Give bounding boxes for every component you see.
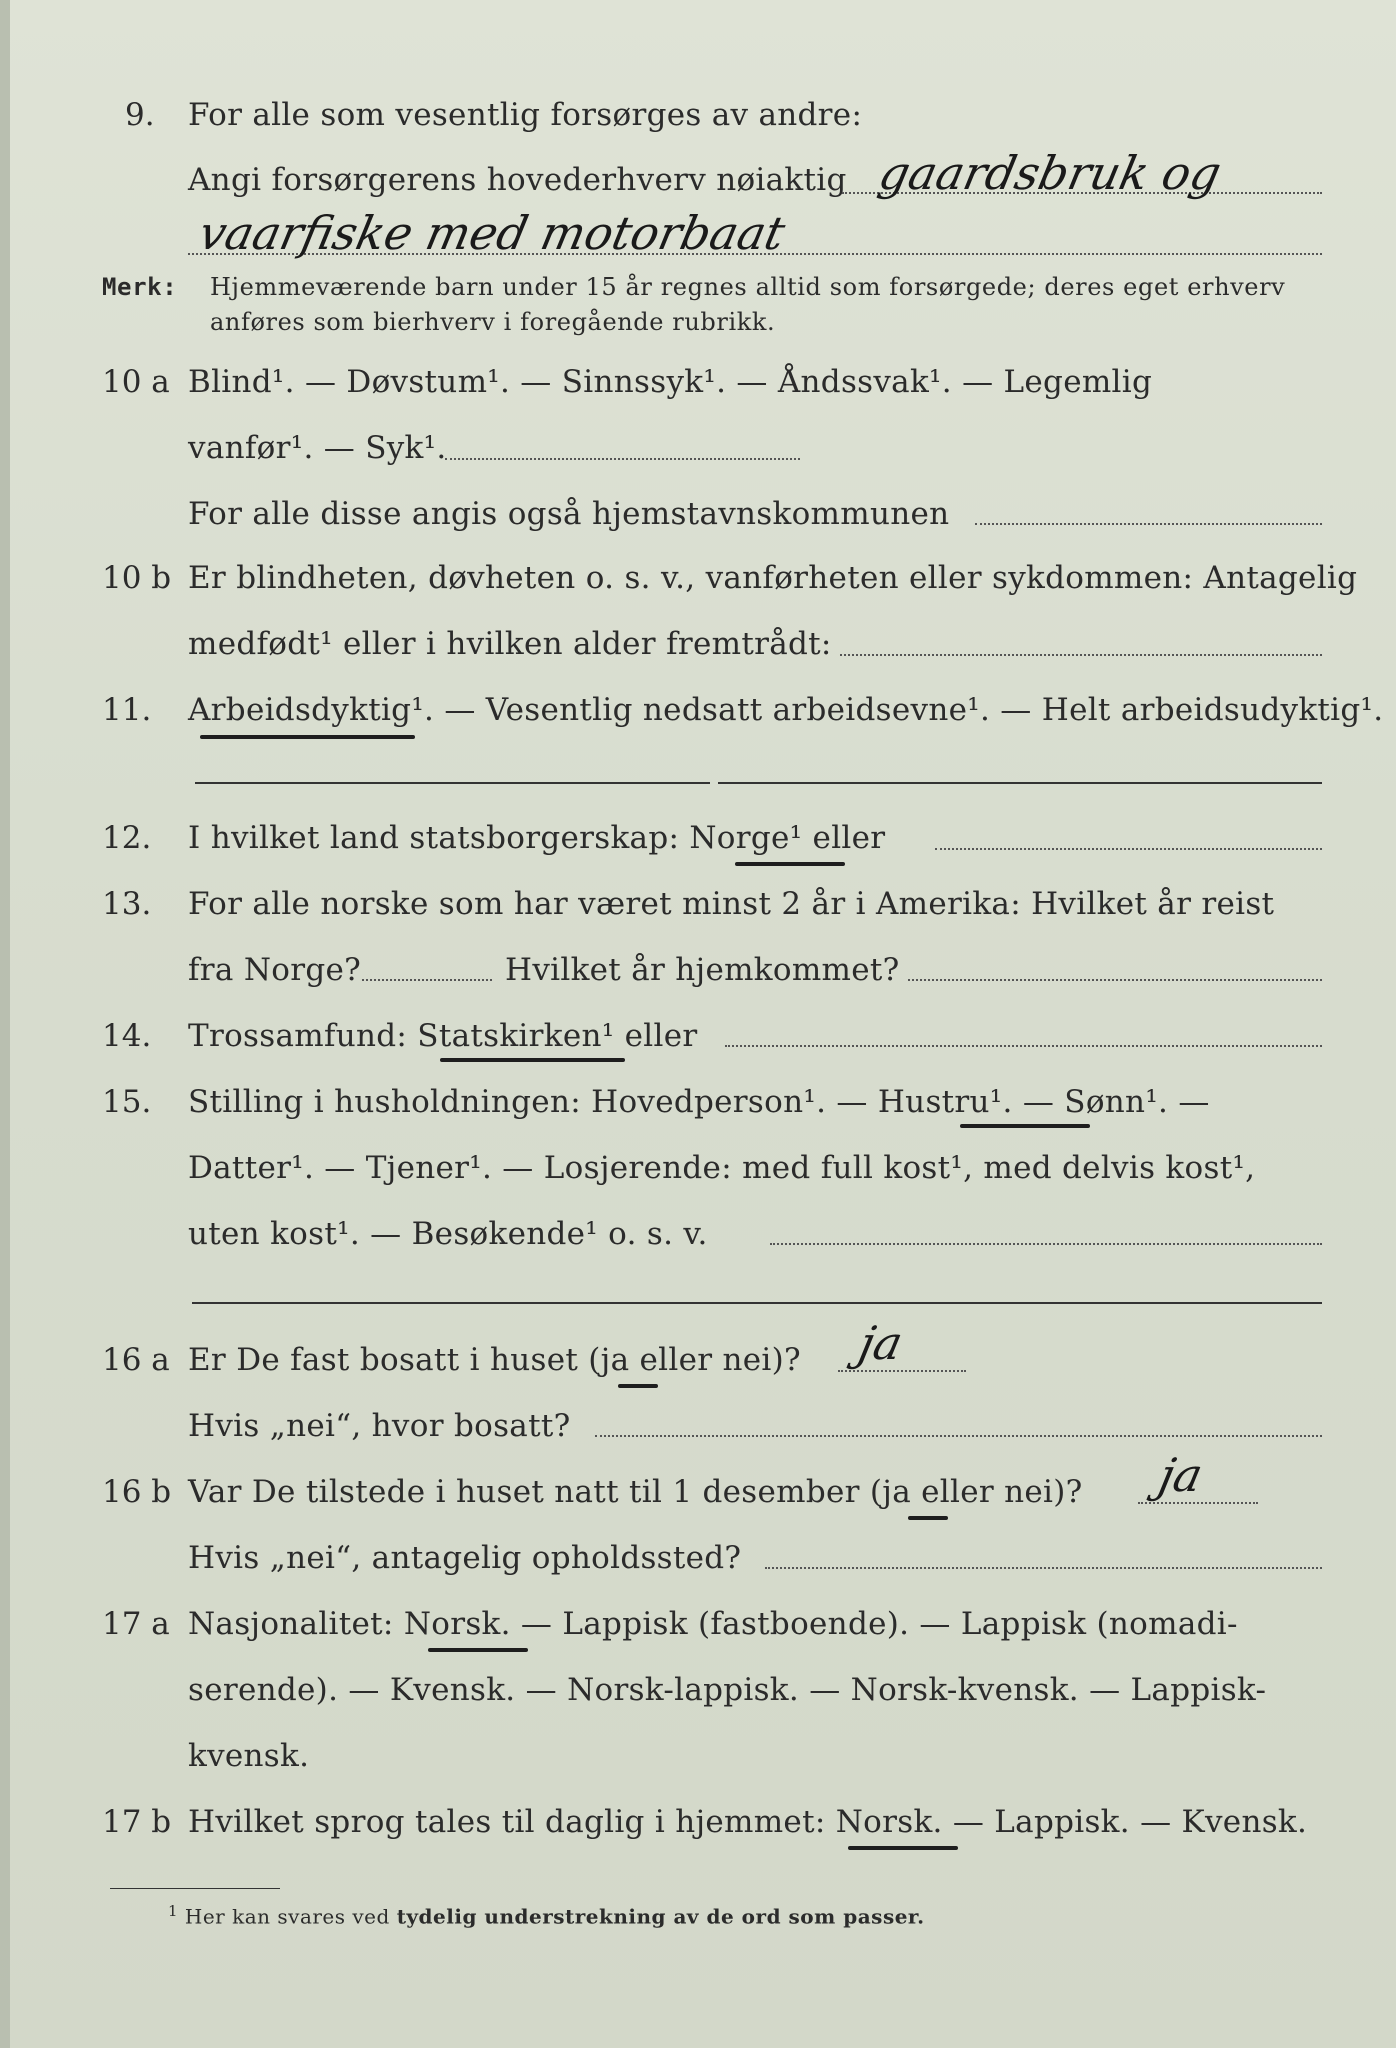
question-number-13: 13.: [102, 886, 152, 922]
footnote-rule: [110, 1888, 280, 1889]
q16a-line1: Er De fast bosatt i huset (ja eller nei)?: [188, 1342, 801, 1378]
merk-label: Merk:: [102, 273, 178, 301]
q14-answer-line: [725, 1045, 1322, 1047]
footnote-text-a: Her kan svares ved: [184, 1904, 390, 1929]
q16a-line2: Hvis „nei“, hvor bosatt?: [188, 1408, 571, 1444]
q15-rule: [192, 1302, 1322, 1304]
q13-line2a: fra Norge?: [188, 952, 362, 988]
q10b-line2: medfødt¹ eller i hvilken alder fremtrådt:: [188, 626, 832, 662]
q10b-answer-line: [840, 654, 1322, 656]
q13-hjemkommet-answer-line: [908, 979, 1322, 981]
q10a-line3: For alle disse angis også hjemstavnskommunen: [188, 496, 950, 532]
question-number-15: 15.: [102, 1084, 152, 1120]
q17a-line3: kvensk.: [188, 1738, 310, 1774]
merk-line1: Hjemmeværende barn under 15 år regnes alltid som forsørgede; deres eget erhverv: [210, 273, 1286, 301]
question-number-9: 9.: [125, 97, 155, 133]
q17a-line1: Nasjonalitet: Norsk. — Lappisk (fastboende). — Lappisk (nomadi-: [188, 1606, 1238, 1642]
q10a-line1: Blind¹. — Døvstum¹. — Sinnssyk¹. — Åndssvak¹. — Legemlig: [188, 364, 1153, 400]
q12-underline-norge: [735, 862, 845, 866]
q16b-opholdssted-answer-line: [765, 1567, 1322, 1569]
q17a-underline-norsk: [428, 1648, 528, 1652]
q9-handwritten-answer-1: gaardsbruk og: [874, 146, 1226, 200]
q16b-line1: Var De tilstede i huset natt til 1 desember (ja eller nei)?: [188, 1474, 1083, 1510]
q12-line1: I hvilket land statsborgerskap: Norge¹ eller: [188, 820, 886, 856]
footnote-mark: 1: [168, 1902, 179, 1920]
footnote-text-b: tydelig understrekning av de ord som passer.: [396, 1904, 925, 1929]
question-number-17a: 17 a: [102, 1606, 170, 1642]
question-number-12: 12.: [102, 820, 152, 856]
q9-line1: For alle som vesentlig forsørges av andre:: [188, 97, 863, 133]
q15-line1: Stilling i husholdningen: Hovedperson¹. — Hustru¹. — Sønn¹. —: [188, 1084, 1210, 1120]
q15-underline-hustru: [960, 1124, 1090, 1128]
question-number-16b: 16 b: [102, 1474, 172, 1510]
q9-line2: Angi forsørgerens hovederhverv nøiaktig: [188, 162, 847, 198]
q15-line3: uten kost¹. — Besøkende¹ o. s. v.: [188, 1216, 708, 1252]
q13-line2b: Hvilket år hjemkommet?: [505, 952, 900, 988]
q11-line1: Arbeidsdyktig¹. — Vesentlig nedsatt arbeidsevne¹. — Helt arbeidsudyktig¹.: [188, 692, 1384, 728]
q10a-syk-answer-line: [445, 458, 800, 460]
q16b-answer-line: [1138, 1502, 1258, 1504]
q17b-underline-norsk: [848, 1846, 958, 1850]
q16a-handwritten-answer: ja: [854, 1316, 908, 1370]
q16a-bosatt-answer-line: [595, 1435, 1322, 1437]
question-number-10b: 10 b: [102, 560, 172, 596]
q17a-line2: serende). — Kvensk. — Norsk-lappisk. — Norsk-kvensk. — Lappisk-: [188, 1672, 1267, 1708]
question-number-14: 14.: [102, 1018, 152, 1054]
question-number-10a: 10 a: [102, 364, 170, 400]
q16a-answer-line: [838, 1370, 966, 1372]
merk-line2: anføres som bierhverv i foregående rubrikk.: [210, 308, 776, 336]
q14-line1: Trossamfund: Statskirken¹ eller: [188, 1018, 698, 1054]
q10a-hjemstavn-answer-line: [975, 523, 1322, 525]
q14-underline-statskirken: [440, 1058, 625, 1062]
q17b-line1: Hvilket sprog tales til daglig i hjemmet: Norsk. — Lappisk. — Kvensk.: [188, 1804, 1308, 1840]
q16b-line2: Hvis „nei“, antagelig opholdssted?: [188, 1540, 742, 1576]
q15-line2: Datter¹. — Tjener¹. — Losjerende: med full kost¹, med delvis kost¹,: [188, 1150, 1256, 1186]
q16b-underline-ja: [908, 1516, 948, 1520]
q9-handwritten-answer-2: vaarfiske med motorbaat: [194, 206, 790, 260]
footnote: [168, 1897, 925, 1931]
q11-rule-right: [718, 782, 1322, 784]
q11-underline-arbeidsdyktig: [200, 735, 415, 739]
q13-reist-answer-line: [362, 979, 492, 981]
question-number-11: 11.: [102, 692, 152, 728]
q10b-line1: Er blindheten, døvheten o. s. v., vanførheten eller sykdommen: Antagelig: [188, 560, 1358, 596]
question-number-17b: 17 b: [102, 1804, 172, 1840]
q10a-line2: vanfør¹. — Syk¹.: [188, 430, 447, 466]
q16a-underline-ja: [618, 1384, 658, 1388]
question-number-16a: 16 a: [102, 1342, 170, 1378]
q12-answer-line: [935, 848, 1322, 850]
q15-answer-line: [770, 1243, 1322, 1245]
q13-line1: For alle norske som har været minst 2 år i Amerika: Hvilket år reist: [188, 886, 1275, 922]
q11-rule-left: [195, 782, 710, 784]
q16b-handwritten-answer: ja: [1154, 1448, 1208, 1502]
